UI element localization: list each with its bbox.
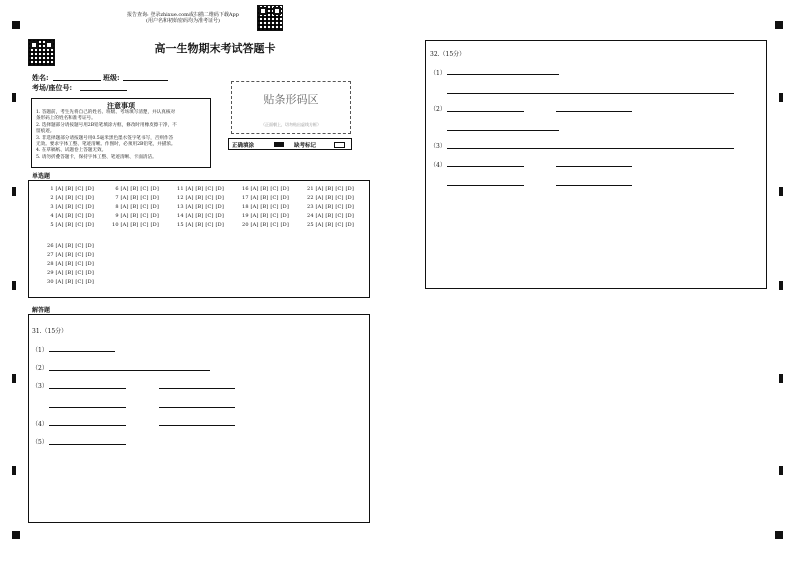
q31-part-5-label: （5）: [32, 439, 48, 446]
seat-label: 考场/座位号:: [32, 83, 73, 92]
qr-code-left: [28, 39, 55, 66]
choice-question-11[interactable]: 11 [A] [B] [C] [D]: [176, 186, 224, 192]
q32-header: 32.（15分）: [430, 51, 466, 58]
choice-question-24[interactable]: 24 [A] [B] [C] [D]: [306, 213, 354, 219]
q32-part-4-line-a[interactable]: [447, 166, 524, 167]
notice-line: 条形码上的姓名和准考证号。: [36, 116, 96, 122]
notice-line: 留痕迹。: [36, 129, 55, 135]
q32-part-4-line-b[interactable]: [556, 166, 632, 167]
q31-part-1-line[interactable]: [49, 351, 115, 352]
choice-question-23[interactable]: 23 [A] [B] [C] [D]: [306, 204, 354, 210]
choice-question-30[interactable]: 30 [A] [B] [C] [D]: [46, 279, 94, 285]
q32-part-3-label: （3）: [430, 143, 446, 150]
q31-part-3-line-d[interactable]: [159, 407, 235, 408]
choice-question-3[interactable]: 3 [A] [B] [C] [D]: [50, 204, 94, 210]
choice-question-14[interactable]: 14 [A] [B] [C] [D]: [176, 213, 224, 219]
choice-question-1[interactable]: 1 [A] [B] [C] [D]: [50, 186, 94, 192]
timing-mark: [12, 281, 16, 290]
timing-mark: [12, 93, 16, 102]
q32-part-2-label: （2）: [430, 106, 446, 113]
choice-question-7[interactable]: 7 [A] [B] [C] [D]: [115, 195, 159, 201]
choice-question-13[interactable]: 13 [A] [B] [C] [D]: [176, 204, 224, 210]
corner-mark-bottom-right: [775, 531, 783, 539]
q31-part-3-line-b[interactable]: [159, 388, 235, 389]
timing-mark: [12, 187, 16, 196]
choice-question-25[interactable]: 25 [A] [B] [C] [D]: [306, 222, 354, 228]
q32-part-1-line-a[interactable]: [447, 74, 559, 75]
q32-part-3-line[interactable]: [447, 148, 734, 149]
timing-mark: [779, 466, 783, 475]
q32-part-1-label: （1）: [430, 70, 446, 77]
choice-question-28[interactable]: 28 [A] [B] [C] [D]: [46, 261, 94, 267]
choice-question-19[interactable]: 19 [A] [B] [C] [D]: [241, 213, 289, 219]
page-title: 高一生物期末考试答题卡: [154, 42, 276, 55]
q31-part-3-line-a[interactable]: [49, 388, 126, 389]
timing-mark: [779, 187, 783, 196]
q31-part-3-line-c[interactable]: [49, 407, 126, 408]
timing-mark: [779, 281, 783, 290]
q31-part-4-line-a[interactable]: [49, 425, 126, 426]
header-line-1: 报告查询: 登录zhixue.com或扫描二维码下载App: [127, 12, 239, 18]
q32-part-2-line-c[interactable]: [447, 130, 559, 131]
absent-mark-box[interactable]: [334, 142, 345, 148]
choice-question-27[interactable]: 27 [A] [B] [C] [D]: [46, 252, 94, 258]
header-line-2: (用户名和初始密码均为准考证号): [146, 18, 220, 24]
choice-question-22[interactable]: 22 [A] [B] [C] [D]: [306, 195, 354, 201]
q31-part-4-line-b[interactable]: [159, 425, 235, 426]
q32-part-2-line-a[interactable]: [447, 111, 524, 112]
corner-mark-top-left: [12, 21, 20, 29]
choice-question-17[interactable]: 17 [A] [B] [C] [D]: [241, 195, 289, 201]
choice-question-26[interactable]: 26 [A] [B] [C] [D]: [46, 243, 94, 249]
choice-question-12[interactable]: 12 [A] [B] [C] [D]: [176, 195, 224, 201]
choice-question-9[interactable]: 9 [A] [B] [C] [D]: [115, 213, 159, 219]
timing-mark: [12, 466, 16, 475]
corner-mark-top-right: [775, 21, 783, 29]
barcode-area: [231, 81, 351, 134]
notice-line: 2. 选择题部分请按题号用2B铅笔填涂方框，修改时用橡皮擦干净，不: [36, 122, 177, 128]
choice-question-8[interactable]: 8 [A] [B] [C] [D]: [115, 204, 159, 210]
choice-question-20[interactable]: 20 [A] [B] [C] [D]: [241, 222, 289, 228]
q31-part-5-line[interactable]: [49, 444, 126, 445]
notice-line: 无效。要求字体工整、笔迹清晰。作图时，必须用2B铅笔，并描浓。: [36, 142, 176, 148]
timing-mark: [779, 93, 783, 102]
choice-question-2[interactable]: 2 [A] [B] [C] [D]: [50, 195, 94, 201]
q31-part-4-label: （4）: [32, 421, 48, 428]
class-field[interactable]: [123, 80, 168, 81]
absent-mark-label: 缺考标记: [294, 143, 317, 149]
choice-question-29[interactable]: 29 [A] [B] [C] [D]: [46, 270, 94, 276]
qr-code-header: [257, 5, 283, 31]
correct-fill-sample: [274, 142, 284, 147]
corner-mark-bottom-left: [12, 531, 20, 539]
choice-question-16[interactable]: 16 [A] [B] [C] [D]: [241, 186, 289, 192]
q32-box: [425, 40, 767, 289]
timing-mark: [779, 374, 783, 383]
notice-line: 3. 非选择题部分请按题号用0.5毫米黑色墨水签字笔书写，否则作答: [36, 135, 174, 141]
class-label: 班级:: [103, 73, 120, 82]
q31-part-2-line[interactable]: [49, 370, 210, 371]
name-label: 姓名:: [32, 73, 49, 82]
notice-line: 4. 在草稿纸、试题卷上答题无效。: [36, 148, 107, 154]
notice-line: 5. 请勿折叠答题卡，保持字体工整、笔迹清晰、卡面清洁。: [36, 154, 157, 160]
choice-question-6[interactable]: 6 [A] [B] [C] [D]: [115, 186, 159, 192]
q31-box: [28, 314, 370, 523]
q31-part-1-label: （1）: [32, 347, 48, 354]
correct-fill-label: 正确填涂: [232, 143, 255, 149]
q31-header: 31.（15分）: [32, 328, 68, 335]
fill-legend: [228, 138, 352, 150]
choice-question-5[interactable]: 5 [A] [B] [C] [D]: [50, 222, 94, 228]
seat-field[interactable]: [80, 90, 127, 91]
choice-question-10[interactable]: 10 [A] [B] [C] [D]: [111, 222, 159, 228]
notice-box: [31, 98, 211, 168]
q32-part-2-line-b[interactable]: [556, 111, 632, 112]
q32-part-1-line-b[interactable]: [447, 93, 734, 94]
notice-line: 1. 答题前，考生先将自己的姓名、班级、考场填写清楚，并认真核对: [36, 110, 176, 115]
barcode-hint: （正面朝上，切勿贴出虚线方框）: [261, 122, 321, 127]
choice-question-18[interactable]: 18 [A] [B] [C] [D]: [241, 204, 289, 210]
barcode-label: 贴条形码区: [263, 93, 319, 106]
choice-question-4[interactable]: 4 [A] [B] [C] [D]: [50, 213, 94, 219]
name-field[interactable]: [53, 80, 101, 81]
single-choice-label: 单选题: [32, 173, 51, 180]
choice-question-15[interactable]: 15 [A] [B] [C] [D]: [176, 222, 224, 228]
timing-mark: [12, 374, 16, 383]
notice-title: 注意事项: [107, 101, 135, 110]
q32-part-4-label: （4）: [430, 162, 446, 169]
q31-part-3-label: （3）: [32, 383, 48, 390]
q32-part-4-line-d[interactable]: [556, 185, 632, 186]
answer-section-label: 解答题: [32, 307, 51, 314]
q31-part-2-label: （2）: [32, 365, 48, 372]
q32-part-4-line-c[interactable]: [447, 185, 524, 186]
choice-question-21[interactable]: 21 [A] [B] [C] [D]: [306, 186, 354, 192]
